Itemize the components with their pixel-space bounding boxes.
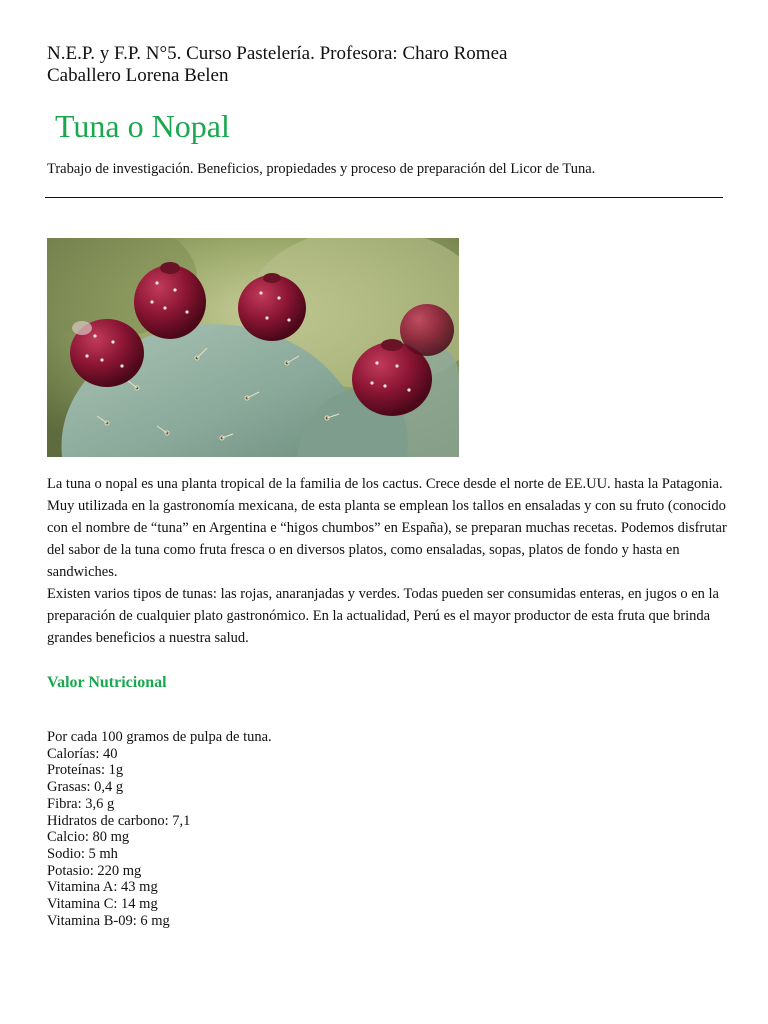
nutrition-item: Grasas: 0,4 g bbox=[47, 779, 124, 796]
nutrition-item: Vitamina B-09: 6 mg bbox=[47, 912, 170, 929]
cactus-fruit-photo bbox=[47, 238, 459, 457]
document-header bbox=[47, 43, 507, 87]
nutrition-item: Potasio: 220 mg bbox=[47, 862, 142, 879]
nutrition-item: Hidratos de carbono: 7,1 bbox=[47, 812, 191, 829]
header-author-line: Caballero Lorena Belen bbox=[47, 65, 229, 86]
divider bbox=[45, 197, 723, 198]
nutrition-item: Calorías: 40 bbox=[47, 745, 118, 762]
nutrition-item: Vitamina A: 43 mg bbox=[47, 879, 158, 896]
intro-text bbox=[47, 473, 727, 649]
page-subtitle: Trabajo de investigación. Beneficios, propiedades y proceso de preparación del Licor de Tuna. bbox=[47, 161, 596, 177]
nutrition-heading: Valor Nutricional bbox=[47, 674, 167, 691]
nutrition-item: Fibra: 3,6 g bbox=[47, 795, 115, 812]
intro-paragraph-2: Existen varios tipos de tunas: las rojas, anaranjadas y verdes. Todas pueden ser consumidas enteras, en jugos o en la preparación de cualquier plato gastronómico. En la actualidad, Perú es el mayor productor de esta fruta que brinda grandes beneficios a nuestra salud. bbox=[47, 586, 719, 646]
page-title: Tuna o Nopal bbox=[55, 108, 230, 144]
nutrition-item: Sodio: 5 mh bbox=[47, 845, 118, 862]
intro-paragraph-1: La tuna o nopal es una planta tropical de la familia de los cactus. Crece desde el norte de EE.UU. hasta la Patagonia. Muy utilizada en la gastronomía mexicana, de esta planta se emplean los tallos en ensaladas y con su fruto (conocido con el nombre de “tuna” en Argentina e “higos chumbos” en España), se preparan muchas recetas. Podemos disfrutar del sabor de la tuna como fruta fresca o en diversos platos, como ensaladas, sopas, platos de fondo y hasta en sandwiches. bbox=[47, 476, 727, 580]
nutrition-item: Vitamina C: 14 mg bbox=[47, 896, 158, 913]
nutrition-list bbox=[47, 729, 272, 929]
nutrition-intro: Por cada 100 gramos de pulpa de tuna. bbox=[47, 729, 272, 745]
header-course-line: N.E.P. y F.P. N°5. Curso Pastelería. Profesora: Charo Romea bbox=[47, 43, 508, 64]
nutrition-item: Proteínas: 1g bbox=[47, 762, 124, 779]
nutrition-item: Calcio: 80 mg bbox=[47, 829, 130, 846]
